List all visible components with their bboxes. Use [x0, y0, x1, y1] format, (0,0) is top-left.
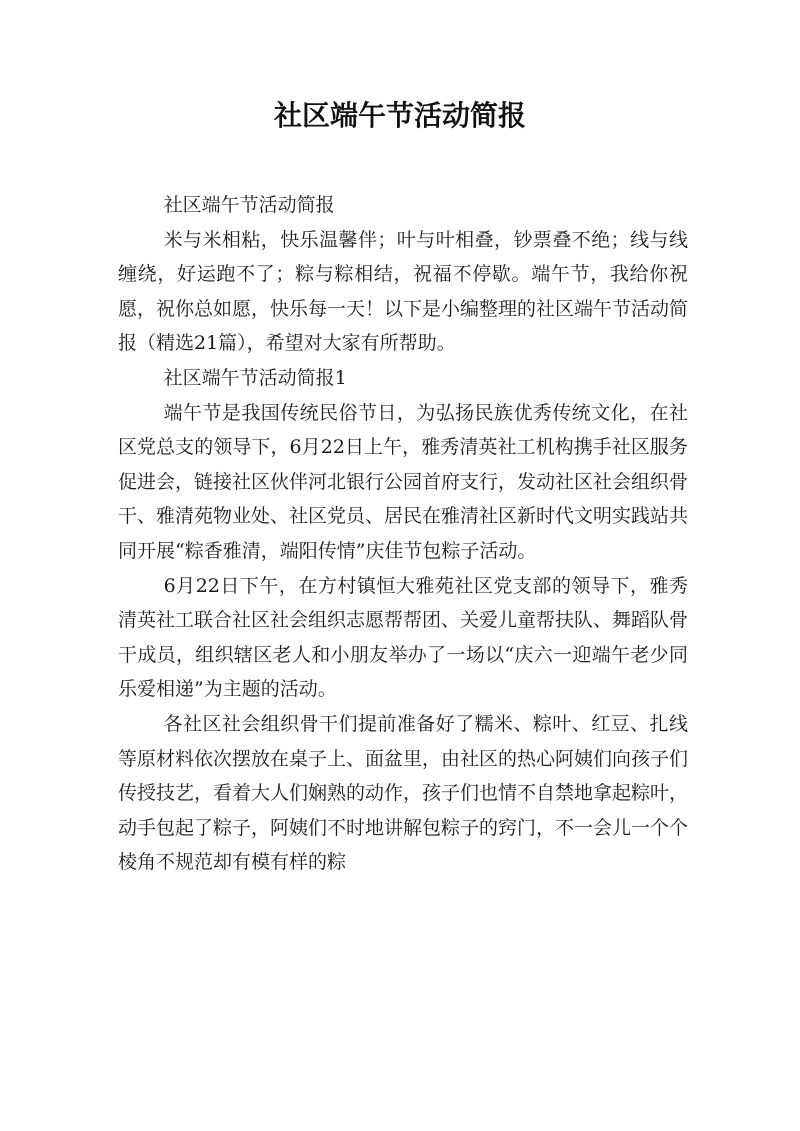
paragraph: 端午节是我国传统民俗节日，为弘扬民族优秀传统文化，在社区党总支的领导下，6月22日上午，雅秀清英社工机构携手社区服务促进会，链接社区伙伴河北银行公园首府支行，发动社区社会组织骨干、雅清苑物业处、社区党员、居民在雅清社区新时代文明实践站共同开展“粽香雅清，端阳传情”庆佳节包粽子活动。: [118, 401, 689, 562]
document-title: 社区端午节活动简报: [273, 99, 526, 132]
paragraph-section-heading: 社区端午节活动简报1: [163, 366, 347, 389]
paragraph-subtitle: 社区端午节活动简报: [163, 194, 335, 216]
paragraph: 各社区社会组织骨干们提前准备好了糯米、粽叶、红豆、扎线等原材料依次摆放在桌子上、面盆里，由社区的热心阿姨们向孩子们传授技艺，看着大人们娴熟的动作，孩子们也情不自禁地拿起粽叶，动手包起了粽子，阿姨们不时地讲解包粽子的窍门，不一会儿一个个棱角不规范却有模有样的粽: [118, 712, 689, 874]
paragraph-intro: 米与米相粘，快乐温馨伴；叶与叶相叠，钞票叠不绝；线与线缠绕，好运跑不了；粽与粽相结，祝福不停歇。端午节，我给你祝愿，祝你总如愿，快乐每一天！以下是小编整理的社区端午节活动简报（精选21篇），希望对大家有所帮助。: [118, 228, 689, 355]
paragraph: 6月22日下午，在方村镇恒大雅苑社区党支部的领导下，雅秀清英社工联合社区社会组织志愿帮帮团、关爱儿童帮扶队、舞蹈队骨干成员，组织辖区老人和小朋友举办了一场以“庆六一迎端午老少同乐爱相递”为主题的活动。: [118, 574, 689, 701]
document-body: [118, 188, 688, 880]
